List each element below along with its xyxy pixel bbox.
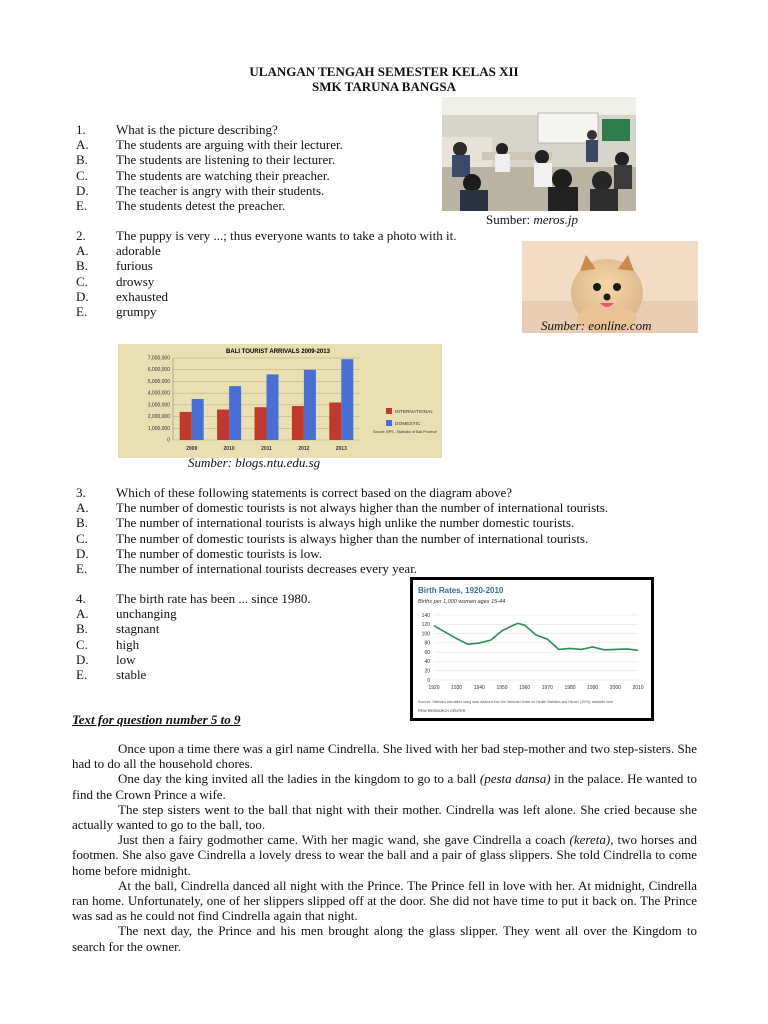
option-b: The number of international tourists is always high unlike the number domestic tourists.	[116, 515, 575, 531]
x-tick-label: 2013	[335, 446, 347, 452]
option-b: The students are listening to their lecturer.	[116, 152, 336, 168]
exam-title: ULANGAN TENGAH SEMESTER KELAS XII	[249, 64, 519, 79]
x-tick-label: 2000	[609, 685, 621, 691]
reading-paragraph	[72, 802, 697, 832]
x-tick-label: 1990	[587, 685, 599, 691]
question-stem: The puppy is very ...; thus everyone wants to take a photo with it.	[116, 228, 457, 243]
option-label: D.	[76, 288, 89, 304]
legend-swatch	[386, 408, 392, 414]
option-label: D.	[76, 651, 89, 667]
photo-source-2: Sumber: eonline.com	[541, 318, 652, 333]
option-d: exhausted	[116, 288, 168, 304]
y-tick-label: 2,000,000	[147, 414, 170, 421]
question-stem: What is the picture describing?	[116, 122, 278, 137]
option-label: A.	[76, 500, 89, 516]
question-stem: Which of these following statements is correct based on the diagram above?	[116, 485, 513, 500]
reading-text	[72, 741, 697, 954]
text-run: (pesta dansa)	[479, 771, 551, 787]
x-tick-label: 1950	[496, 685, 508, 691]
bar-international-2011	[255, 407, 267, 440]
bar-domestic-2012	[304, 370, 316, 440]
question-number: 2.	[76, 228, 86, 243]
question-number: 3.	[76, 485, 86, 500]
chart-source-note: Source: BPS - Statistics of Bali Province	[373, 430, 438, 434]
classroom-photo	[442, 97, 636, 211]
option-c: The number of domestic tourists is always higher than the number of international tourists.	[116, 530, 589, 546]
option-a: The students are arguing with their lecturer.	[116, 137, 343, 153]
legend-label: INTERNATIONAL	[395, 410, 434, 415]
option-c: high	[116, 636, 140, 652]
y-tick-label: 3,000,000	[147, 402, 170, 409]
chart-title: BALI TOURIST ARRIVALS 2009-2013	[226, 349, 330, 355]
option-c: drowsy	[116, 273, 155, 289]
bar-international-2013	[329, 403, 341, 440]
x-tick-label: 1980	[564, 685, 576, 691]
y-tick-label: 20	[424, 668, 430, 675]
option-label: A.	[76, 137, 89, 153]
option-d: The teacher is angry with their students.	[116, 182, 325, 198]
option-b: stagnant	[116, 621, 160, 637]
question-stem: The birth rate has been ... since 1980.	[116, 591, 311, 606]
y-tick-label: 80	[424, 640, 430, 647]
bali-tourist-chart	[118, 344, 442, 458]
option-label: C.	[76, 530, 88, 546]
bar-international-2012	[292, 406, 304, 440]
option-label: B.	[76, 152, 88, 168]
y-tick-label: 120	[421, 622, 430, 629]
reading-paragraph	[72, 832, 697, 878]
option-label: E.	[76, 667, 88, 683]
question-1	[76, 122, 343, 213]
reading-paragraph	[72, 741, 697, 771]
text-run: (kereta)	[569, 832, 611, 848]
y-tick-label: 60	[424, 649, 430, 656]
x-tick-label: 1970	[541, 685, 553, 691]
option-label: C.	[76, 167, 88, 183]
text-run: , two horses and footmen. She also gave Cindrella a lovely dress to wear the ball and a pair of glass slippers. She told Cindrella to come home before midnight.	[72, 832, 697, 878]
x-tick-label: 1920	[428, 685, 440, 691]
y-tick-label: 4,000,000	[147, 390, 170, 397]
option-b: furious	[116, 258, 153, 274]
bar-domestic-2010	[229, 386, 241, 440]
option-label: C.	[76, 636, 88, 652]
x-tick-label: 2009	[186, 446, 198, 452]
chart-source-note: Sources: Statistics calculated using data obtained from the National Center for Health Statistics and Heuser (1976); available here	[418, 700, 613, 704]
x-tick-label: 1930	[451, 685, 463, 691]
legend-label: DOMESTIC	[395, 422, 421, 427]
question-number: 4.	[76, 591, 86, 606]
question-number: 1.	[76, 122, 86, 137]
option-e: The students detest the preacher.	[116, 198, 286, 214]
text-run: One day the king invited all the ladies in the kingdom to go to a ball	[118, 771, 480, 787]
x-tick-label: 1940	[473, 685, 485, 691]
chart-source-1: Sumber: blogs.ntu.edu.sg	[188, 455, 321, 470]
y-tick-label: 7,000,000	[147, 355, 170, 362]
option-label: E.	[76, 561, 88, 577]
chart-title: Birth Rates, 1920-2010	[418, 586, 504, 595]
x-tick-label: 2012	[298, 446, 310, 452]
option-a: adorable	[116, 243, 161, 259]
text-run: Once upon a time there was a girl name Cindrella. She lived with her bad step-mother and two step-sisters. She had to do all the household chores.	[72, 741, 697, 772]
option-label: B.	[76, 515, 88, 531]
text-run: The step sisters went to the ball that night with their mother. Cindrella was left alone. She cried because she actually wanted to go to the ball, too.	[72, 801, 697, 833]
y-tick-label: 5,000,000	[147, 378, 170, 385]
y-tick-label: 100	[421, 631, 430, 638]
option-label: B.	[76, 258, 88, 274]
option-c: The students are watching their preacher.	[116, 167, 330, 183]
option-d: The number of domestic tourists is low.	[116, 545, 323, 561]
option-label: D.	[76, 182, 89, 198]
option-label: A.	[76, 243, 89, 259]
reading-paragraph	[72, 771, 697, 801]
question-2	[76, 228, 456, 319]
text-run: At the ball, Cindrella danced all night with the Prince. The Prince fell in love with her. At midnight, Cindrella ran home. Unfortunately, one of her slippers slipped off at the door. She did not have time to put it back on. The Prince was sad as he could not find Cindrella again that night.	[72, 877, 697, 924]
chart-footer: PEW RESEARCH CENTER	[418, 709, 466, 713]
y-tick-label: 40	[424, 659, 430, 666]
text-run: The next day, the Prince and his men brought along the glass slipper. They went all over the Kingdom to search for the owner.	[72, 923, 697, 954]
bar-international-2009	[180, 412, 192, 440]
text-run: Just then a fairy godmother came. With her magic wand, she gave Cindrella a coach	[118, 832, 570, 848]
y-tick-label: 0	[427, 677, 430, 684]
option-e: stable	[116, 667, 147, 683]
option-e: grumpy	[116, 304, 157, 320]
option-label: D.	[76, 545, 89, 561]
x-tick-label: 2010	[223, 446, 235, 452]
option-e: The number of international tourists decreases every year.	[116, 561, 418, 577]
option-label: E.	[76, 198, 88, 214]
text-run: in the palace. He wanted to find the Crown Prince a wife.	[72, 771, 697, 802]
x-tick-label: 2010	[632, 685, 644, 691]
y-tick-label: 140	[421, 612, 430, 619]
option-a: unchanging	[116, 606, 177, 622]
y-tick-label: 0	[167, 437, 170, 444]
reading-heading: Text for question number 5 to 9	[72, 712, 241, 727]
bar-domestic-2013	[341, 359, 353, 440]
photo-source-1: Sumber: meros.jp	[486, 212, 578, 227]
option-a: The number of domestic tourists is not always higher than the number of international tourists.	[116, 500, 609, 516]
bar-domestic-2009	[192, 399, 204, 440]
school-name: SMK TARUNA BANGSA	[312, 79, 456, 94]
option-label: E.	[76, 304, 88, 320]
y-tick-label: 1,000,000	[147, 425, 170, 432]
y-tick-label: 6,000,000	[147, 367, 170, 374]
reading-paragraph	[72, 923, 697, 953]
x-tick-label: 2011	[261, 446, 272, 452]
birth-rate-chart	[410, 577, 654, 721]
x-tick-label: 1960	[519, 685, 531, 691]
option-d: low	[116, 651, 136, 667]
option-label: C.	[76, 273, 88, 289]
reading-paragraph	[72, 878, 697, 924]
bar-international-2010	[217, 410, 229, 440]
question-4	[76, 591, 311, 682]
question-3	[76, 485, 608, 576]
option-label: B.	[76, 621, 88, 637]
chart-subtitle: Births per 1,000 women ages 15-44	[418, 599, 506, 605]
option-label: A.	[76, 606, 89, 622]
bar-domestic-2011	[267, 374, 279, 440]
legend-swatch	[386, 420, 392, 426]
